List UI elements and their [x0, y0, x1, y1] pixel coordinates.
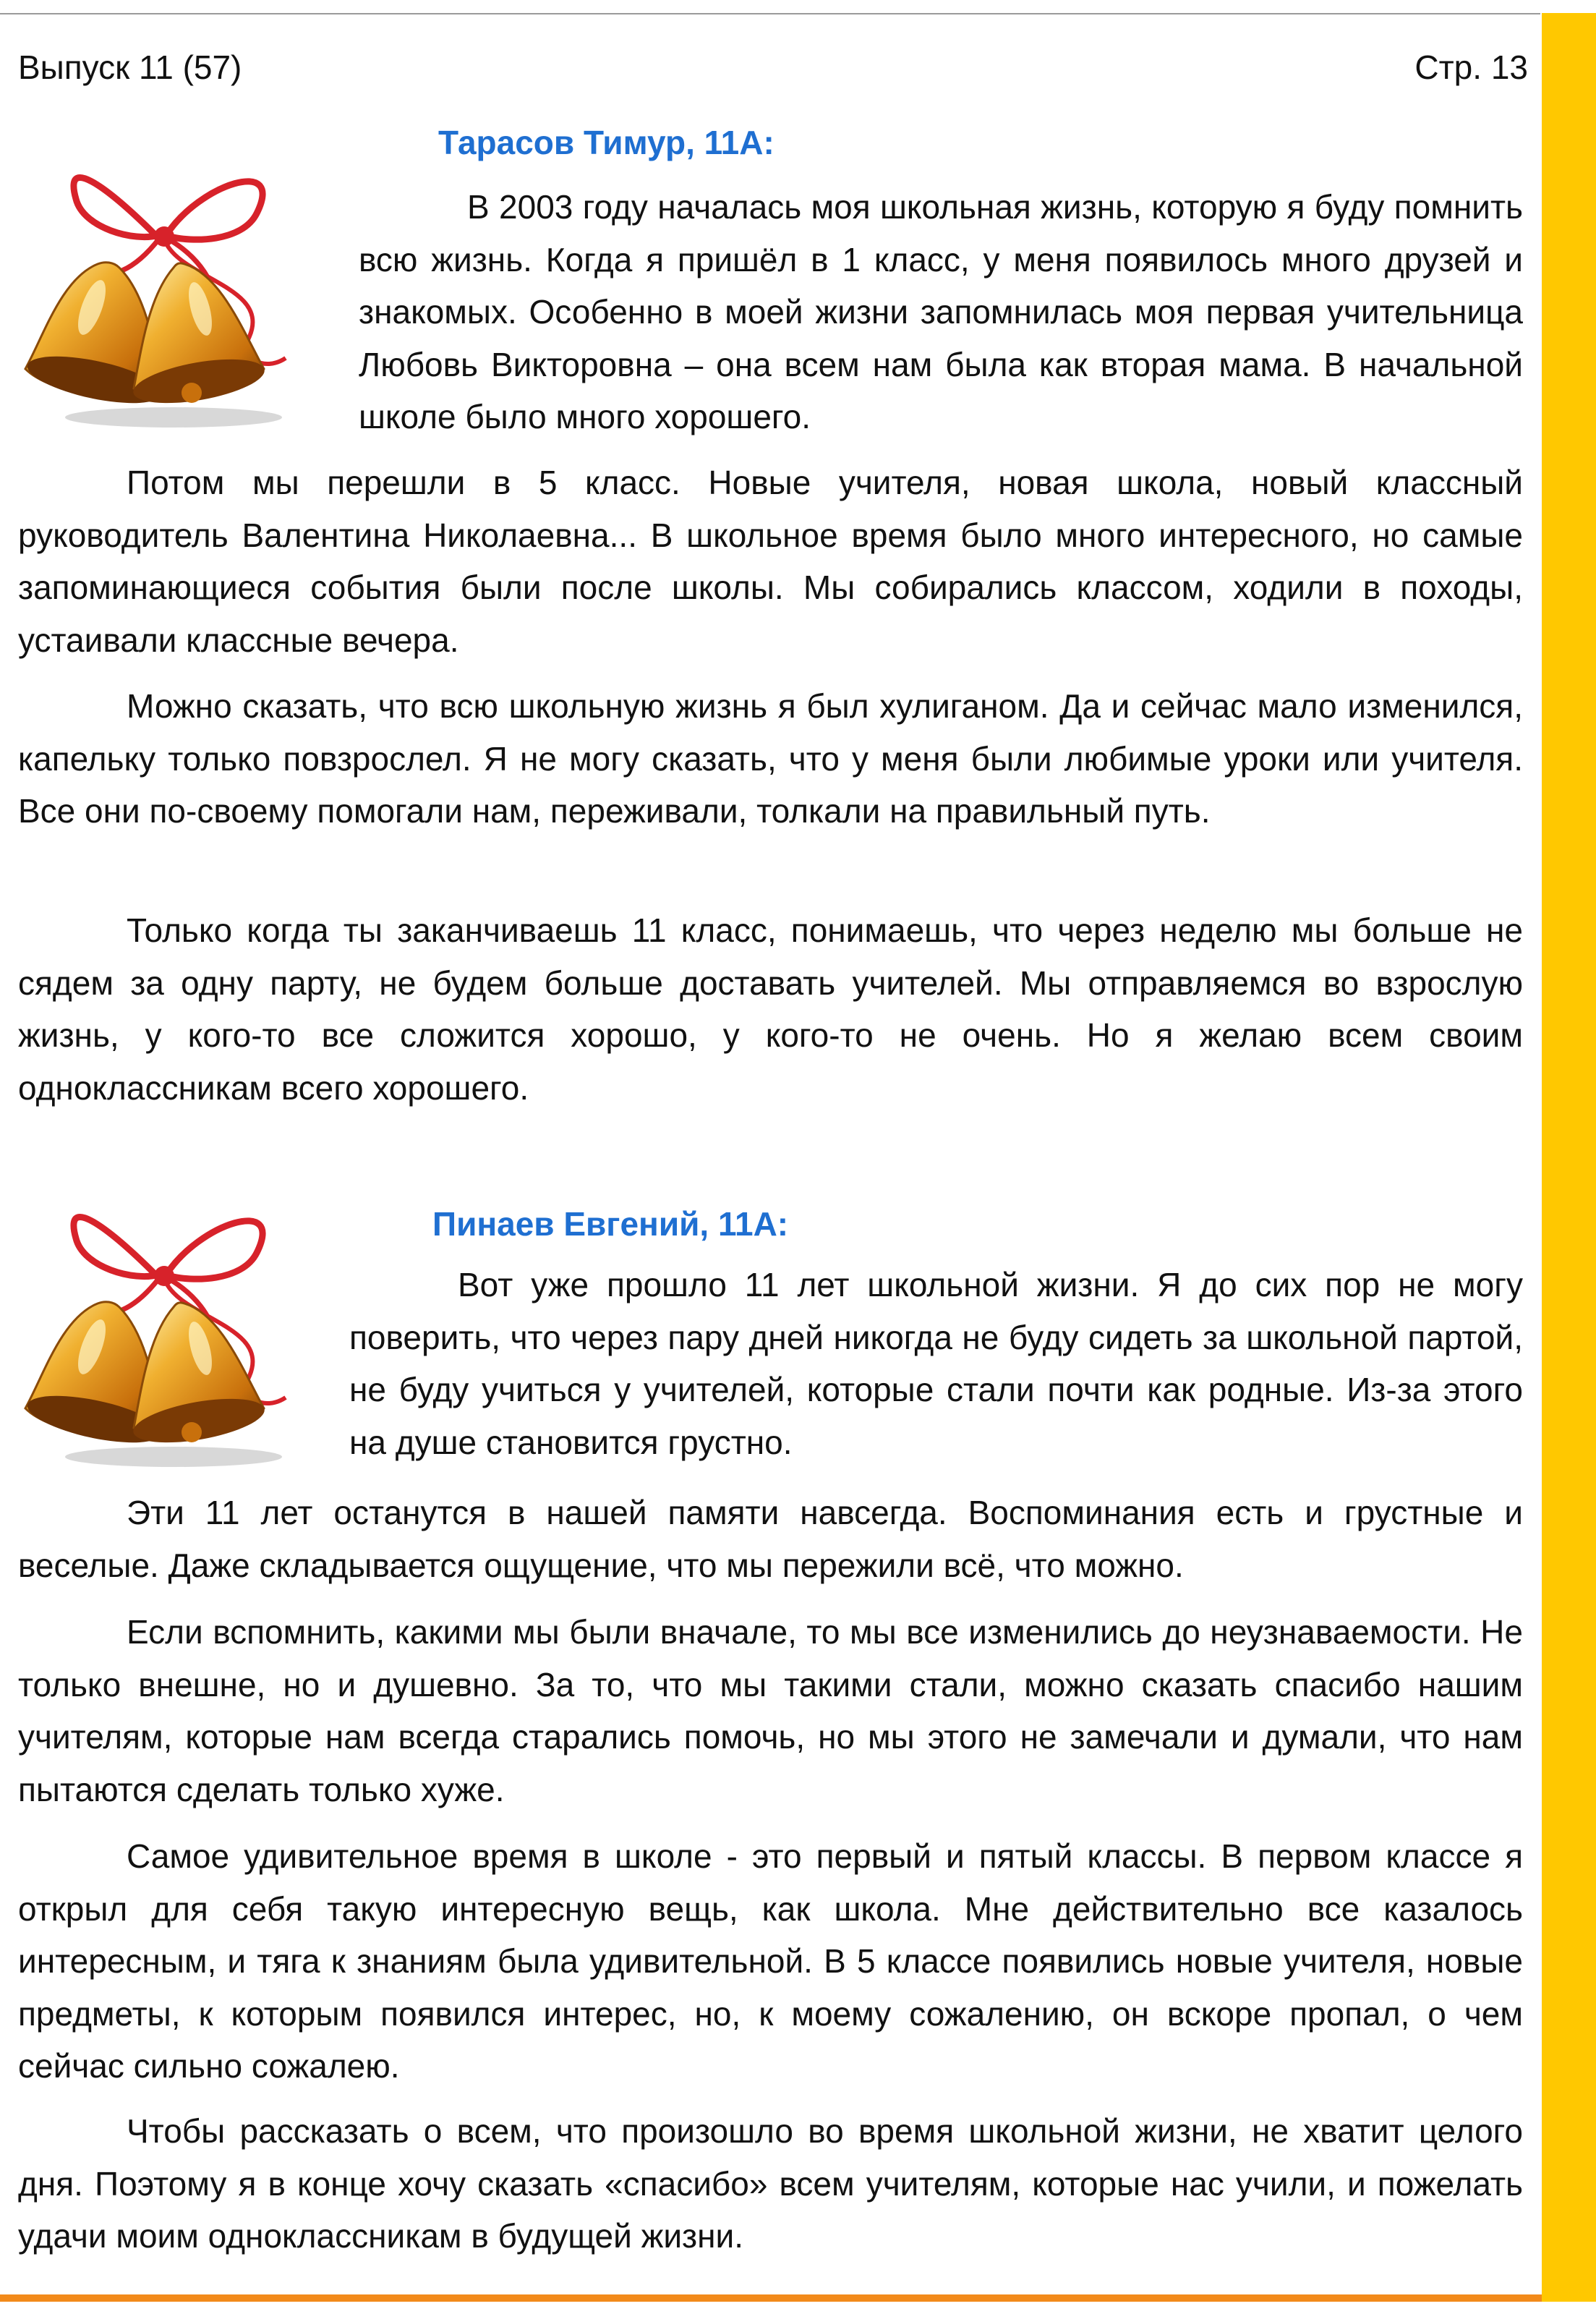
top-rule [0, 13, 1540, 14]
section-paragraph: Самое удивительное время в школе - это первый и пятый классы. В первом классе я открыл для себя такую интересную вещь, как школа. Мне действительно все казалось интересным, и тяга к знаниям была удивительной. В 5 классе появились новые учителя, новые предметы, к которым появился интерес, но, к моему сожалению, он вскоре пропал, о чем сейчас сильно сожалею. [18, 1837, 1523, 2085]
sidebar-stripe [1542, 13, 1596, 2302]
bell-icon [11, 119, 329, 438]
section-paragraph: Только когда ты заканчиваешь 11 класс, понимаешь, что через неделю мы больше не сядем за одну парту, не будем больше доставать учителей. Мы отправляемся во взрослую жизнь, у кого-то все сложится хорошо, у кого-то не очень. Но я желаю всем своим одноклассникам всего хорошего. [18, 911, 1523, 1107]
issue-number: Выпуск 11 (57) [18, 48, 242, 86]
section-paragraph: Если вспомнить, какими мы были вначале, то мы все изменились до неузнаваемости. Не только внешне, но и душевно. За то, что мы такими стали, можно сказать спасибо нашим учителям, которые нам всегда старались помочь, но мы этого не замечали и думали, что нам пытаются сделать только хуже. [18, 1613, 1523, 1808]
bottom-rule [0, 2294, 1542, 2302]
section-paragraph: Чтобы рассказать о всем, что произошло во время школьной жизни, не хватит целого дня. Поэтому я в конце хочу сказать «спасибо» всем учителям, которые нас учили, и пожелать удачи моим одноклассникам в будущей жизни. [18, 2112, 1523, 2255]
section-paragraph: Потом мы перешли в 5 класс. Новые учителя, новая школа, новый классный руководитель Валентина Николаевна... В школьное время было много интересного, но самые запоминающиеся события были после школы. Мы собирались классом, ходили в походы, устаивали классные вечера. [18, 464, 1523, 659]
section-paragraph: Можно сказать, что всю школьную жизнь я был хулиганом. Да и сейчас мало изменился, капельку только повзрослел. Я не могу сказать, что у меня были любимые уроки или учителя. Все они по-своему помогали нам, переживали, толкали на правильный путь. [18, 687, 1523, 830]
author-name: Пинаев Евгений, 11А: [432, 1205, 789, 1243]
section-intro: Вот уже прошло 11 лет школьной жизни. Я до сих пор не могу поверить, что через пару дней никогда не буду сидеть за школьной партой, не буду учиться у учителей, которые стали почти как родные. Из-за этого на душе становится грустно. [349, 1266, 1523, 1461]
section-paragraph: Эти 11 лет останутся в нашей памяти навсегда. Воспоминания есть и грустные и веселые. Даже складывается ощущение, что мы пережили всё, что можно. [18, 1494, 1523, 1584]
author-name: Тарасов Тимур, 11А: [438, 124, 774, 161]
page-number: Стр. 13 [1414, 48, 1528, 86]
section-intro: В 2003 году началась моя школьная жизнь, которую я буду помнить всю жизнь. Когда я пришёл в 1 класс, у меня появилось много друзей и знакомых. Особенно в моей жизни запомнилась моя первая учительница Любовь Викторовна – она всем нам была как вторая мама. В начальной школе было много хорошего. [359, 188, 1523, 435]
bell-icon [11, 1159, 329, 1477]
